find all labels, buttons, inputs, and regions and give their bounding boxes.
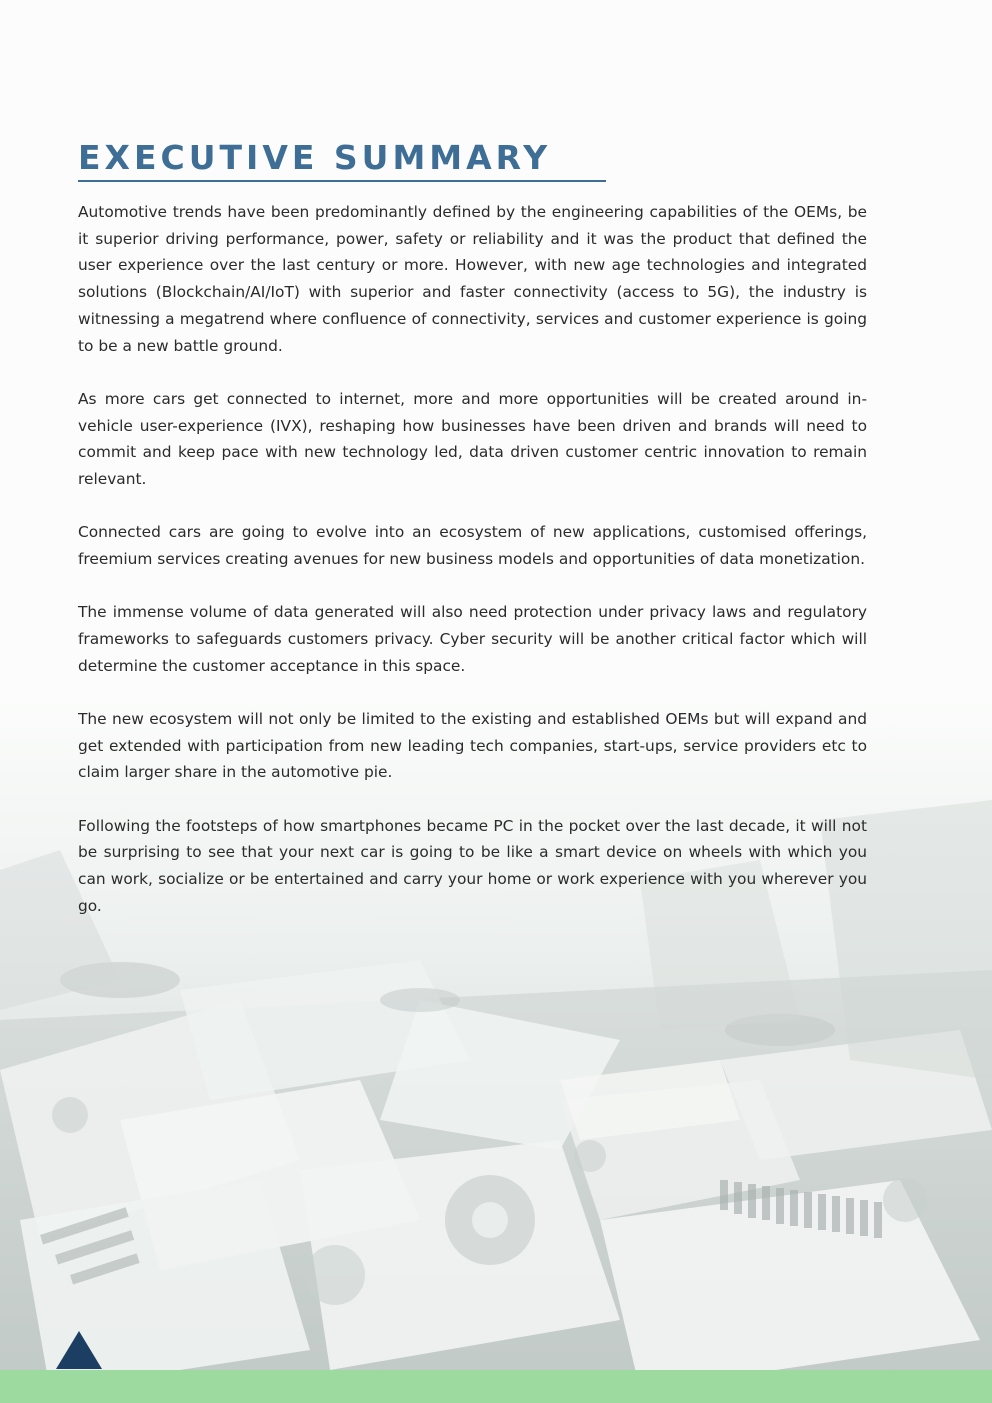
section-title: EXECUTIVE SUMMARY bbox=[78, 138, 552, 177]
summary-body bbox=[78, 199, 867, 946]
paragraph-2: As more cars get connected to internet, more and more opportunities will be created around in-vehicle user-experience (IVX), reshaping how businesses have been driven and brands will need to commit and keep pace with new technology led, data driven customer centric innovation to remain relevant. bbox=[78, 389, 867, 488]
triangle-decoration-icon bbox=[56, 1331, 102, 1369]
footer-bar bbox=[0, 1370, 992, 1403]
paragraph-5: The new ecosystem will not only be limited to the existing and established OEMs but will expand and get extended with participation from new leading tech companies, start-ups, service providers etc to claim larger share in the automotive pie. bbox=[78, 709, 867, 782]
paragraph-6: Following the footsteps of how smartphones became PC in the pocket over the last decade, it will not be surprising to see that your next car is going to be like a smart device on wheels with which you can work, socialize or be entertained and carry your home or work experience with you wherever you go. bbox=[78, 816, 867, 915]
paragraph-4: The immense volume of data generated will also need protection under privacy laws and regulatory frameworks to safeguards customers privacy. Cyber security will be another critical factor which will determine the customer acceptance in this space. bbox=[78, 603, 867, 675]
paragraph-3: Connected cars are going to evolve into an ecosystem of new applications, customised offerings, freemium services creating avenues for new business models and opportunities of data monetization. bbox=[78, 523, 867, 568]
section-title-underline bbox=[78, 138, 606, 182]
paragraph-1: Automotive trends have been predominantly defined by the engineering capabilities of the OEMs, be it superior driving performance, power, safety or reliability and it was the product that defined the user experience over the last century or more. However, with new age technologies and integrated solutions (Blockchain/AI/IoT) with superior and faster connectivity (access to 5G), the industry is witnessing a megatrend where confluence of connectivity, services and customer experience is going to be a new battle ground. bbox=[78, 203, 867, 355]
